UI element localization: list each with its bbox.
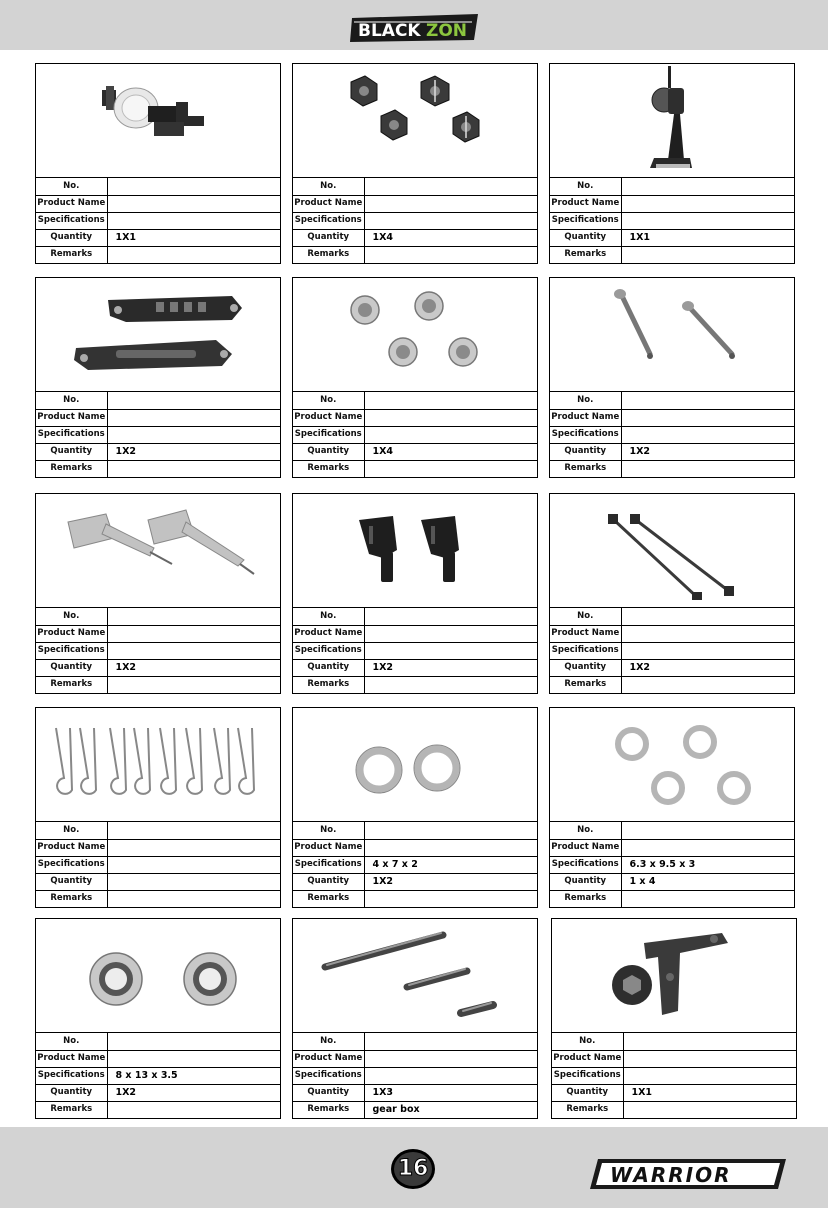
no-value bbox=[107, 608, 280, 625]
part-card bbox=[292, 277, 538, 478]
part-card bbox=[35, 63, 281, 264]
quantity-label: Quantity bbox=[293, 659, 364, 676]
part-card bbox=[549, 493, 795, 694]
part-card bbox=[35, 493, 281, 694]
product-name-label: Product Name bbox=[36, 625, 107, 642]
spec-table bbox=[550, 392, 794, 477]
spec-table bbox=[36, 1033, 280, 1118]
no-label: No. bbox=[293, 1033, 364, 1050]
quantity-value: 1 x 4 bbox=[621, 873, 794, 890]
specifications-label: Specifications bbox=[293, 856, 364, 873]
specifications-label: Specifications bbox=[550, 856, 621, 873]
remarks-value bbox=[621, 676, 794, 693]
remarks-label: Remarks bbox=[550, 246, 621, 263]
specifications-value bbox=[107, 426, 280, 443]
no-value bbox=[364, 392, 537, 409]
part-card bbox=[549, 277, 795, 478]
pins-icon bbox=[293, 919, 537, 1033]
remarks-label: Remarks bbox=[293, 246, 364, 263]
quantity-label: Quantity bbox=[36, 229, 107, 246]
remarks-value bbox=[364, 676, 537, 693]
no-value bbox=[364, 608, 537, 625]
remarks-value bbox=[621, 460, 794, 477]
specifications-label: Specifications bbox=[293, 426, 364, 443]
no-value bbox=[107, 178, 280, 195]
quantity-label: Quantity bbox=[550, 659, 621, 676]
spec-table bbox=[36, 178, 280, 263]
specifications-value bbox=[364, 642, 537, 659]
product-name-label: Product Name bbox=[550, 409, 621, 426]
product-name-label: Product Name bbox=[293, 839, 364, 856]
product-name-value bbox=[107, 195, 280, 212]
remarks-value bbox=[107, 460, 280, 477]
remarks-label: Remarks bbox=[550, 676, 621, 693]
specifications-value: 4 x 7 x 2 bbox=[364, 856, 537, 873]
remarks-label: Remarks bbox=[293, 460, 364, 477]
body-clip-icon bbox=[36, 708, 280, 822]
product-name-label: Product Name bbox=[293, 625, 364, 642]
specifications-label: Specifications bbox=[36, 426, 107, 443]
part-card bbox=[35, 277, 281, 478]
no-value bbox=[364, 822, 537, 839]
no-label: No. bbox=[36, 1033, 107, 1050]
quantity-value: 1X2 bbox=[364, 873, 537, 890]
remarks-value bbox=[364, 246, 537, 263]
no-value bbox=[621, 822, 794, 839]
no-label: No. bbox=[36, 392, 107, 409]
specifications-value: 6.3 x 9.5 x 3 bbox=[621, 856, 794, 873]
spec-table bbox=[293, 608, 537, 693]
product-name-label: Product Name bbox=[293, 409, 364, 426]
quantity-label: Quantity bbox=[550, 873, 621, 890]
page-footer bbox=[0, 1127, 828, 1208]
spec-table bbox=[552, 1033, 796, 1118]
diff-outdrive-cup-icon bbox=[293, 494, 537, 608]
remarks-value bbox=[621, 246, 794, 263]
quantity-value: 1X1 bbox=[621, 229, 794, 246]
quantity-value: 1X1 bbox=[623, 1084, 796, 1101]
product-name-label: Product Name bbox=[550, 625, 621, 642]
product-name-label: Product Name bbox=[550, 839, 621, 856]
bushing-icon bbox=[293, 708, 537, 822]
remarks-label: Remarks bbox=[36, 1101, 107, 1118]
product-name-label: Product Name bbox=[550, 195, 621, 212]
spec-table bbox=[36, 822, 280, 907]
no-label: No. bbox=[293, 178, 364, 195]
no-value bbox=[107, 822, 280, 839]
no-label: No. bbox=[293, 392, 364, 409]
no-label: No. bbox=[293, 822, 364, 839]
remarks-label: Remarks bbox=[293, 676, 364, 693]
quantity-value: 1X2 bbox=[107, 443, 280, 460]
page-number: 16 bbox=[397, 1156, 429, 1181]
no-value bbox=[621, 178, 794, 195]
no-label: No. bbox=[293, 608, 364, 625]
quantity-label: Quantity bbox=[36, 443, 107, 460]
specifications-value bbox=[623, 1067, 796, 1084]
product-name-value bbox=[623, 1050, 796, 1067]
specifications-label: Specifications bbox=[550, 212, 621, 229]
bushing-icon bbox=[550, 708, 794, 822]
suspension-arm-icon bbox=[36, 278, 280, 392]
no-label: No. bbox=[36, 608, 107, 625]
quantity-value: 1X2 bbox=[364, 659, 537, 676]
no-value bbox=[107, 1033, 280, 1050]
specifications-value bbox=[364, 1067, 537, 1084]
spec-table bbox=[293, 178, 537, 263]
quantity-value: 1X4 bbox=[364, 443, 537, 460]
remarks-label: Remarks bbox=[552, 1101, 623, 1118]
remarks-label: Remarks bbox=[293, 1101, 364, 1118]
radio-transmitter-icon bbox=[550, 64, 794, 178]
quantity-value: 1X1 bbox=[107, 229, 280, 246]
product-name-value bbox=[364, 1050, 537, 1067]
specifications-value bbox=[364, 426, 537, 443]
specifications-value bbox=[621, 642, 794, 659]
quantity-label: Quantity bbox=[293, 873, 364, 890]
specifications-label: Specifications bbox=[550, 426, 621, 443]
part-card bbox=[35, 918, 281, 1119]
svg-text:ZON: ZON bbox=[426, 21, 468, 41]
no-label: No. bbox=[36, 822, 107, 839]
remarks-value bbox=[364, 890, 537, 907]
no-value bbox=[623, 1033, 796, 1050]
spec-table bbox=[36, 608, 280, 693]
no-value bbox=[107, 392, 280, 409]
differential-gear-icon bbox=[36, 64, 280, 178]
remarks-value: gear box bbox=[364, 1101, 537, 1118]
no-value bbox=[364, 178, 537, 195]
svg-text:BLACK: BLACK bbox=[358, 21, 421, 41]
remarks-label: Remarks bbox=[550, 890, 621, 907]
spec-table bbox=[293, 1033, 537, 1118]
no-value bbox=[621, 608, 794, 625]
no-label: No. bbox=[550, 822, 621, 839]
product-name-value bbox=[107, 409, 280, 426]
page-number-badge bbox=[388, 1147, 438, 1191]
wheel-axle-icon bbox=[36, 494, 280, 608]
no-label: No. bbox=[550, 178, 621, 195]
product-name-label: Product Name bbox=[293, 1050, 364, 1067]
product-name-label: Product Name bbox=[36, 1050, 107, 1067]
lock-nut-icon bbox=[293, 278, 537, 392]
no-label: No. bbox=[550, 608, 621, 625]
specifications-value: 8 x 13 x 3.5 bbox=[107, 1067, 280, 1084]
product-name-label: Product Name bbox=[293, 195, 364, 212]
quantity-label: Quantity bbox=[293, 229, 364, 246]
product-name-value bbox=[364, 195, 537, 212]
product-name-label: Product Name bbox=[552, 1050, 623, 1067]
product-name-value bbox=[107, 625, 280, 642]
remarks-value bbox=[623, 1101, 796, 1118]
no-label: No. bbox=[552, 1033, 623, 1050]
specifications-label: Specifications bbox=[293, 212, 364, 229]
quantity-label: Quantity bbox=[36, 873, 107, 890]
no-value bbox=[621, 392, 794, 409]
no-label: No. bbox=[550, 392, 621, 409]
specifications-label: Specifications bbox=[36, 642, 107, 659]
warrior-logo bbox=[588, 1155, 788, 1193]
remarks-value bbox=[107, 676, 280, 693]
remarks-label: Remarks bbox=[293, 890, 364, 907]
quantity-label: Quantity bbox=[36, 659, 107, 676]
product-name-value bbox=[621, 409, 794, 426]
no-label: No. bbox=[36, 178, 107, 195]
remarks-label: Remarks bbox=[550, 460, 621, 477]
quantity-value: 1X2 bbox=[621, 443, 794, 460]
specifications-value bbox=[621, 212, 794, 229]
quantity-value: 1X2 bbox=[107, 659, 280, 676]
product-name-value bbox=[364, 625, 537, 642]
specifications-label: Specifications bbox=[293, 642, 364, 659]
no-value bbox=[364, 1033, 537, 1050]
quantity-label: Quantity bbox=[550, 229, 621, 246]
specifications-label: Specifications bbox=[36, 212, 107, 229]
hex-wheel-hub-icon bbox=[293, 64, 537, 178]
part-card bbox=[292, 493, 538, 694]
cross-wrench-icon bbox=[552, 919, 796, 1033]
part-card bbox=[292, 918, 538, 1119]
drive-shaft-icon bbox=[550, 494, 794, 608]
remarks-value bbox=[364, 460, 537, 477]
part-card bbox=[292, 707, 538, 908]
product-name-value bbox=[107, 839, 280, 856]
quantity-label: Quantity bbox=[552, 1084, 623, 1101]
spec-table bbox=[293, 392, 537, 477]
quantity-value: 1X2 bbox=[107, 1084, 280, 1101]
specifications-value bbox=[107, 856, 280, 873]
product-name-label: Product Name bbox=[36, 839, 107, 856]
remarks-label: Remarks bbox=[36, 460, 107, 477]
spec-table bbox=[550, 608, 794, 693]
remarks-value bbox=[107, 1101, 280, 1118]
product-name-value bbox=[621, 839, 794, 856]
spec-table bbox=[550, 178, 794, 263]
spec-table bbox=[550, 822, 794, 907]
product-name-value bbox=[364, 409, 537, 426]
product-name-value bbox=[107, 1050, 280, 1067]
part-card bbox=[549, 707, 795, 908]
remarks-value bbox=[621, 890, 794, 907]
quantity-label: Quantity bbox=[36, 1084, 107, 1101]
part-card bbox=[292, 63, 538, 264]
specifications-value bbox=[364, 212, 537, 229]
svg-text:WARRIOR: WARRIOR bbox=[610, 1163, 732, 1187]
product-name-label: Product Name bbox=[36, 195, 107, 212]
product-name-value bbox=[621, 625, 794, 642]
spec-table bbox=[36, 392, 280, 477]
specifications-label: Specifications bbox=[36, 856, 107, 873]
specifications-value bbox=[621, 426, 794, 443]
metal-pin-icon bbox=[550, 278, 794, 392]
quantity-label: Quantity bbox=[550, 443, 621, 460]
ball-bearing-icon bbox=[36, 919, 280, 1033]
part-card bbox=[551, 918, 797, 1119]
specifications-label: Specifications bbox=[36, 1067, 107, 1084]
quantity-value bbox=[107, 873, 280, 890]
remarks-label: Remarks bbox=[36, 246, 107, 263]
specifications-value bbox=[107, 642, 280, 659]
remarks-label: Remarks bbox=[36, 890, 107, 907]
specifications-label: Specifications bbox=[293, 1067, 364, 1084]
quantity-value: 1X4 bbox=[364, 229, 537, 246]
product-name-value bbox=[364, 839, 537, 856]
remarks-value bbox=[107, 890, 280, 907]
quantity-value: 1X2 bbox=[621, 659, 794, 676]
spec-table bbox=[293, 822, 537, 907]
part-card bbox=[35, 707, 281, 908]
quantity-label: Quantity bbox=[293, 1084, 364, 1101]
remarks-label: Remarks bbox=[36, 676, 107, 693]
product-name-value bbox=[621, 195, 794, 212]
quantity-value: 1X3 bbox=[364, 1084, 537, 1101]
product-name-label: Product Name bbox=[36, 409, 107, 426]
specifications-label: Specifications bbox=[552, 1067, 623, 1084]
specifications-value bbox=[107, 212, 280, 229]
part-card bbox=[549, 63, 795, 264]
quantity-label: Quantity bbox=[293, 443, 364, 460]
specifications-label: Specifications bbox=[550, 642, 621, 659]
remarks-value bbox=[107, 246, 280, 263]
